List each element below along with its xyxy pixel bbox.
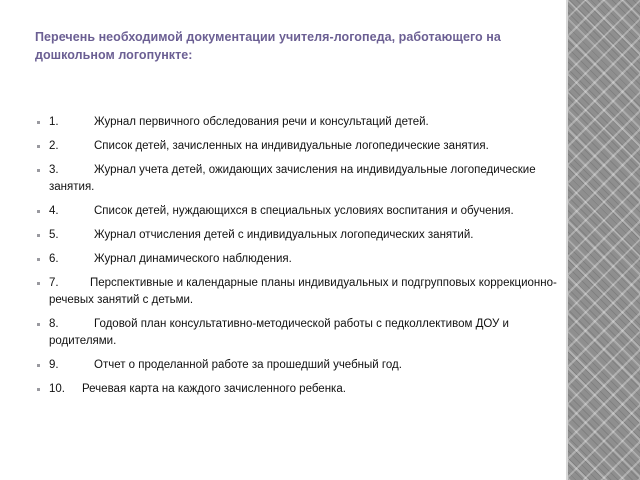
item-text: Список детей, зачисленных на индивидуальные логопедические занятия. — [94, 140, 489, 152]
item-text: Отчет о проделанной работе за прошедший учебный год. — [94, 359, 402, 371]
item-number: 5. — [49, 229, 59, 241]
bullet-icon — [37, 258, 40, 261]
bullet-icon — [37, 282, 40, 285]
list-item — [37, 357, 557, 374]
item-number: 3. — [49, 164, 59, 176]
item-text: Перспективные и календарные планы индивидуальных и подгрупповых коррекционно-речевых занятий с детьми. — [49, 277, 557, 306]
item-text: Журнал отчисления детей с индивидуальных логопедических занятий. — [94, 229, 474, 241]
item-number: 9. — [49, 359, 59, 371]
item-text: Список детей, нуждающихся в специальных условиях воспитания и обучения. — [94, 205, 514, 217]
item-number: 10. — [49, 383, 65, 395]
list-item — [37, 162, 557, 196]
item-text: Журнал динамического наблюдения. — [94, 253, 292, 265]
item-number: 6. — [49, 253, 59, 265]
item-number: 1. — [49, 116, 59, 128]
list-item — [37, 316, 557, 350]
list-item — [37, 138, 557, 155]
item-text: Журнал учета детей, ожидающих зачисления на индивидуальные логопедические занятия. — [49, 164, 536, 193]
list-item — [37, 114, 557, 131]
item-number: 8. — [49, 318, 59, 330]
bullet-icon — [37, 169, 40, 172]
bullet-icon — [37, 145, 40, 148]
item-text: Речевая карта на каждого зачисленного ребенка. — [82, 383, 346, 395]
item-text: Годовой план консультативно-методической работы с педколлективом ДОУ и родителями. — [49, 318, 509, 347]
list-item — [37, 227, 557, 244]
bullet-icon — [37, 323, 40, 326]
bullet-icon — [37, 364, 40, 367]
item-number: 2. — [49, 140, 59, 152]
document-list — [37, 114, 557, 405]
bullet-icon — [37, 388, 40, 391]
bullet-icon — [37, 234, 40, 237]
item-number: 7. — [49, 277, 59, 289]
list-item — [37, 275, 557, 309]
list-item — [37, 203, 557, 220]
bullet-icon — [37, 210, 40, 213]
list-item — [37, 381, 557, 398]
slide-title: Перечень необходимой документации учителя-логопеда, работающего на дошкольном логопункте: — [35, 30, 501, 62]
item-number: 4. — [49, 205, 59, 217]
decorative-side-band — [568, 0, 640, 480]
item-text: Журнал первичного обследования речи и консультаций детей. — [94, 116, 429, 128]
list-item — [37, 251, 557, 268]
bullet-icon — [37, 121, 40, 124]
